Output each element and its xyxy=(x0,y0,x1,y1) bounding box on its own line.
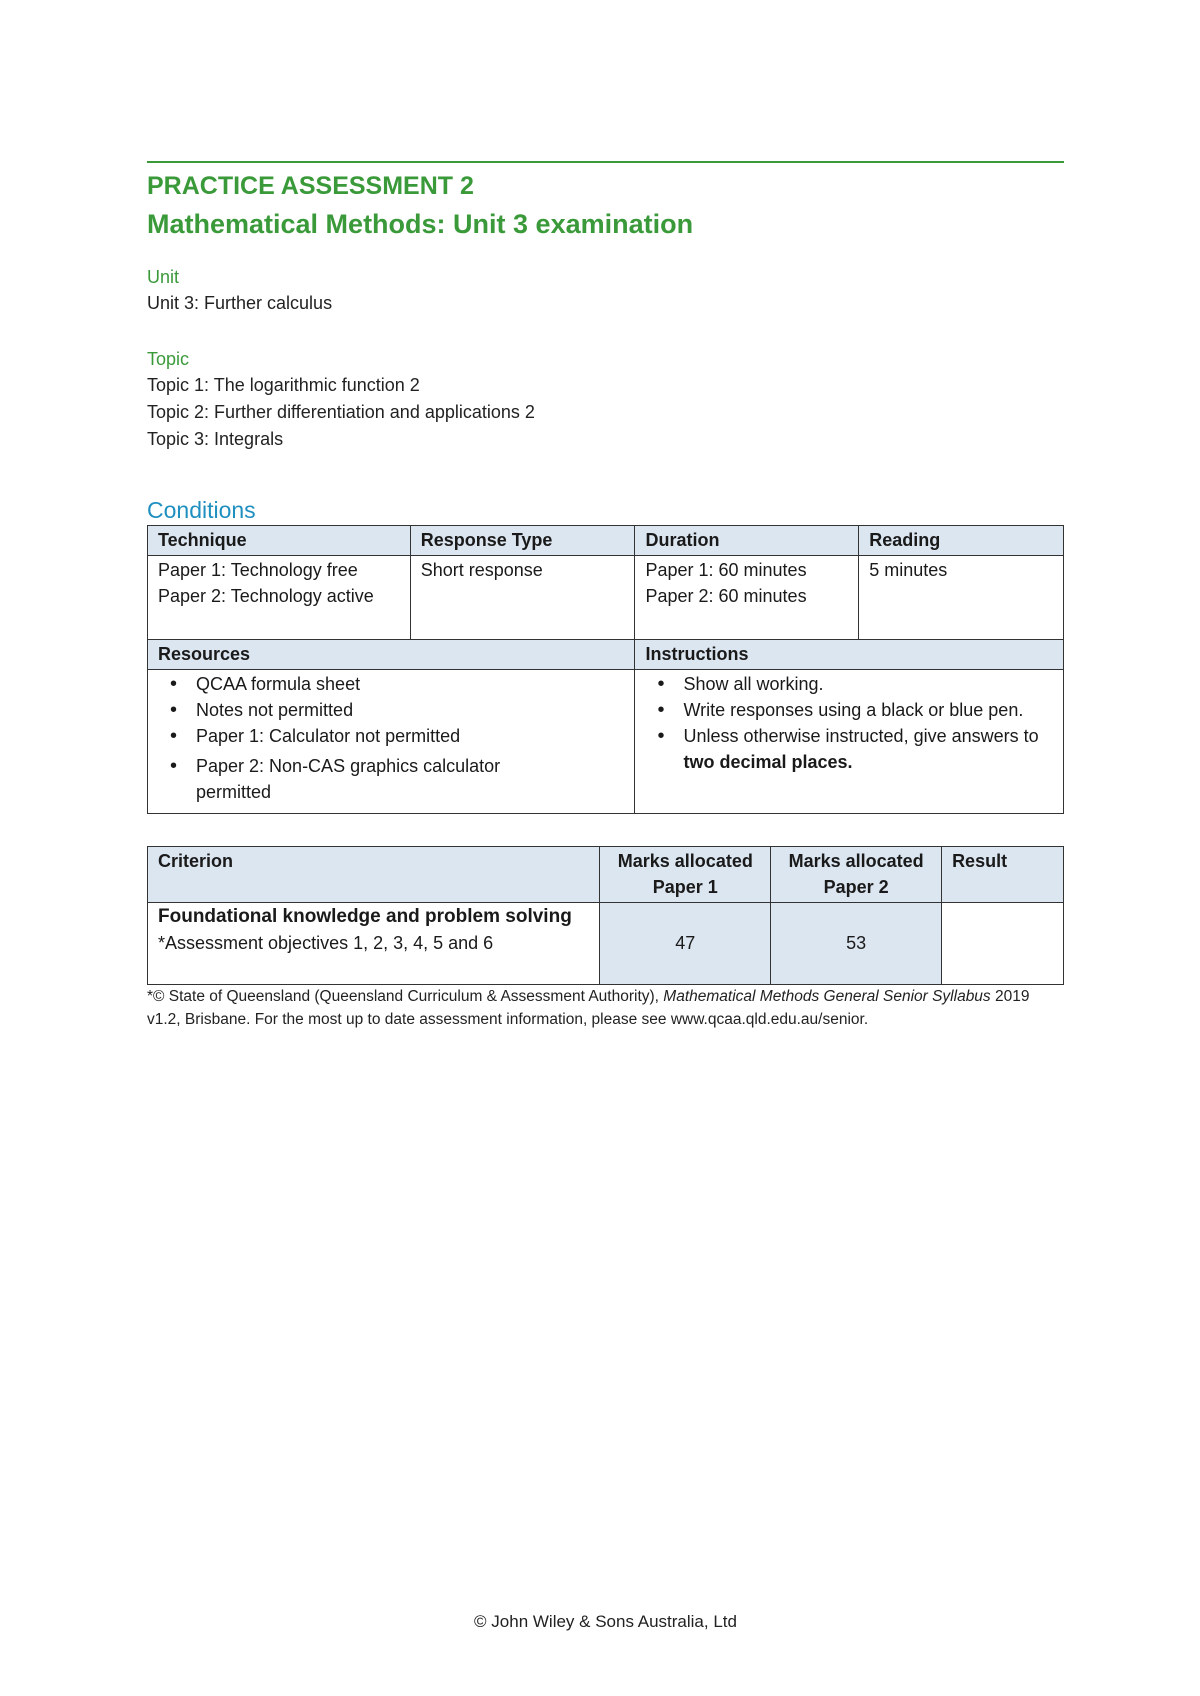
conditions-heading: Conditions xyxy=(147,497,256,523)
resources-list xyxy=(158,671,624,805)
resources-cell xyxy=(148,670,635,814)
header-response-type: Response Type xyxy=(410,526,635,556)
header-marks-paper1: Marks allocated Paper 1 xyxy=(600,847,771,903)
header-duration: Duration xyxy=(635,526,859,556)
technique-line: Paper 1: Technology free xyxy=(158,560,358,580)
page-subtitle: Mathematical Methods: Unit 3 examination xyxy=(147,209,694,239)
instructions-list xyxy=(645,671,1053,775)
technique-cell xyxy=(148,556,411,640)
conditions-table xyxy=(147,525,1064,814)
unit-value: Unit 3: Further calculus xyxy=(147,293,333,313)
header-reading: Reading xyxy=(859,526,1064,556)
technique-line: Paper 2: Technology active xyxy=(158,586,374,606)
marks-paper2-value: 53 xyxy=(771,903,942,985)
instruction-item: • Write responses using a black or blue pen. xyxy=(645,697,1053,723)
footnote-prefix: *© State of Queensland (Queensland Curriculum & Assessment Authority), xyxy=(147,988,664,1005)
page-title: PRACTICE ASSESSMENT 2 xyxy=(147,172,474,200)
header-marks-paper2: Marks allocated Paper 2 xyxy=(771,847,942,903)
instruction-item: • Show all working. xyxy=(645,671,1053,697)
criteria-table xyxy=(147,846,1064,985)
resource-item: • Paper 2: Non-CAS graphics calculator permitted xyxy=(158,753,624,805)
marks-paper1-value: 47 xyxy=(600,903,771,985)
header-technique: Technique xyxy=(148,526,411,556)
instructions-cell xyxy=(635,670,1064,814)
header-instructions: Instructions xyxy=(635,640,1064,670)
footnote-syllabus-title: Mathematical Methods General Senior Syllabus xyxy=(663,988,991,1005)
topic-label: Topic xyxy=(147,349,190,369)
footnote-suffix: 2019 v1.2, Brisbane. For the most up to date assessment information, please see www.qcaa.qld.edu.au/senior. xyxy=(147,988,1030,1028)
duration-cell xyxy=(635,556,859,640)
header-criterion: Criterion xyxy=(148,847,600,903)
resource-item: • Notes not permitted xyxy=(158,697,624,723)
criterion-cell xyxy=(148,903,600,985)
footnote xyxy=(147,985,1064,1031)
header-resources: Resources xyxy=(148,640,635,670)
criterion-name: Foundational knowledge and problem solving xyxy=(158,906,572,927)
unit-label: Unit xyxy=(147,267,180,287)
criterion-objectives: *Assessment objectives 1, 2, 3, 4, 5 and 6 xyxy=(158,933,494,953)
copyright-footer: © John Wiley & Sons Australia, Ltd xyxy=(474,1612,737,1631)
reading-cell: 5 minutes xyxy=(859,556,1064,640)
result-cell[interactable] xyxy=(942,903,1064,985)
duration-line: Paper 1: 60 minutes xyxy=(645,560,807,580)
topic-item: Topic 1: The logarithmic function 2 xyxy=(147,375,420,395)
resource-item: • QCAA formula sheet xyxy=(158,671,624,697)
response-type-cell: Short response xyxy=(410,556,635,640)
instruction-emphasis: two decimal places. xyxy=(683,752,853,772)
resource-item: • Paper 1: Calculator not permitted xyxy=(158,723,624,749)
duration-line: Paper 2: 60 minutes xyxy=(645,586,807,606)
instruction-item xyxy=(645,723,1053,775)
instruction-text: Unless otherwise instructed, give answers to xyxy=(683,726,1039,746)
topic-item: Topic 3: Integrals xyxy=(147,429,284,449)
top-rule xyxy=(147,161,1064,163)
topic-item: Topic 2: Further differentiation and applications 2 xyxy=(147,402,535,422)
header-result: Result xyxy=(942,847,1064,903)
